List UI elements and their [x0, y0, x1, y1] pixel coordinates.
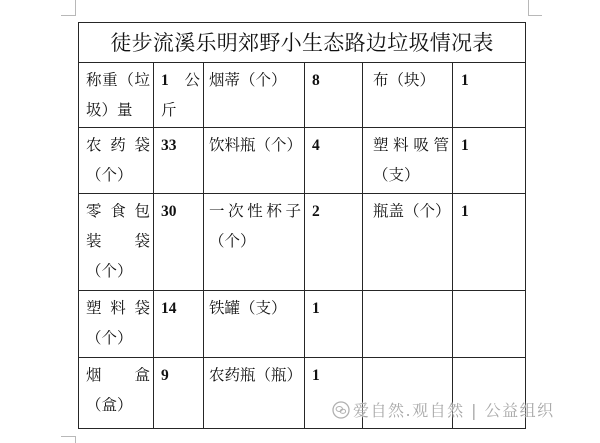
item-count: 1 — [312, 300, 320, 317]
item-name-cell — [204, 291, 305, 358]
item-name-line: （个） — [209, 233, 256, 250]
item-name-cell — [79, 63, 154, 128]
item-name-line: 烟盒 — [86, 367, 150, 384]
watermark-text: 爱自然.观自然 | 公益组织 — [353, 401, 555, 420]
item-name-line: 一次性杯子 — [209, 203, 301, 220]
margin-corner-mark — [528, 15, 542, 16]
item-name-line: 铁罐（支） — [209, 300, 287, 317]
table-row — [79, 128, 526, 194]
item-name-line: 塑料吸管 — [373, 137, 449, 154]
item-name-line: 装袋 — [86, 233, 150, 250]
item-count: 33 — [161, 137, 177, 154]
item-count: 1 — [461, 137, 469, 154]
item-count-unit: 斤 — [161, 102, 177, 119]
table-title-row — [79, 23, 526, 63]
item-name-line: 称重（垃 — [86, 72, 150, 89]
item-name-line: 烟蒂（个） — [209, 72, 287, 89]
item-name-line: 瓶盖（个） — [373, 203, 451, 220]
item-name-cell — [79, 358, 154, 429]
item-count: 1 — [312, 367, 320, 384]
item-name-cell — [79, 194, 154, 291]
item-count-cell — [453, 63, 526, 128]
item-name-line: （盒） — [86, 397, 133, 414]
table-row — [79, 194, 526, 291]
item-name-line: （个） — [86, 263, 133, 280]
margin-corner-mark — [75, 0, 76, 16]
table-title: 徒步流溪乐明郊野小生态路边垃圾情况表 — [79, 23, 526, 63]
watermark — [332, 398, 555, 421]
item-count-line — [161, 66, 200, 96]
item-name-line: 零食包 — [86, 203, 150, 220]
item-count-cell — [154, 128, 204, 194]
item-name-line: 农药瓶（瓶） — [209, 367, 303, 384]
margin-corner-mark — [61, 436, 76, 437]
item-count-cell — [154, 194, 204, 291]
item-count-cell — [305, 128, 363, 194]
item-name-line: （支） — [373, 167, 420, 184]
item-count-cell — [154, 63, 204, 128]
item-name-cell — [204, 128, 305, 194]
item-count-unit: 公 — [184, 72, 200, 89]
item-count: 14 — [161, 300, 177, 317]
item-name-line: 圾）量 — [86, 102, 133, 119]
item-name-cell — [204, 194, 305, 291]
item-count-cell — [305, 291, 363, 358]
item-name-cell — [363, 63, 453, 128]
wechat-icon — [332, 401, 350, 419]
empty-cell — [453, 291, 526, 358]
item-name-cell — [204, 63, 305, 128]
item-count: 4 — [312, 137, 320, 154]
item-name-line: （个） — [86, 330, 133, 347]
item-name-cell — [204, 358, 305, 429]
item-count: 1 — [461, 72, 469, 89]
item-name-line: 农药袋 — [86, 137, 150, 154]
table-row — [79, 291, 526, 358]
item-count-cell — [154, 358, 204, 429]
item-count: 1 — [461, 203, 469, 220]
item-count-cell — [305, 63, 363, 128]
margin-corner-mark — [75, 436, 76, 443]
table-row — [79, 63, 526, 128]
item-name-cell — [79, 291, 154, 358]
garbage-survey-table — [78, 22, 526, 429]
item-count-cell — [453, 128, 526, 194]
item-count: 9 — [161, 367, 169, 384]
item-name-line: 饮料瓶（个） — [209, 137, 303, 154]
item-name-cell — [79, 128, 154, 194]
item-name-cell — [363, 194, 453, 291]
item-count-cell — [453, 194, 526, 291]
item-count: 8 — [312, 72, 320, 89]
item-count: 1 — [161, 72, 169, 89]
margin-corner-mark — [61, 15, 76, 16]
margin-corner-mark — [528, 0, 529, 16]
item-count: 2 — [312, 203, 320, 220]
item-name-cell — [363, 128, 453, 194]
item-name-line: （个） — [86, 167, 133, 184]
empty-cell — [363, 291, 453, 358]
item-count-cell — [154, 291, 204, 358]
item-count: 30 — [161, 203, 177, 220]
item-name-line: 布（块） — [373, 72, 436, 89]
item-count-cell — [305, 194, 363, 291]
item-name-line: 塑料袋 — [86, 300, 150, 317]
